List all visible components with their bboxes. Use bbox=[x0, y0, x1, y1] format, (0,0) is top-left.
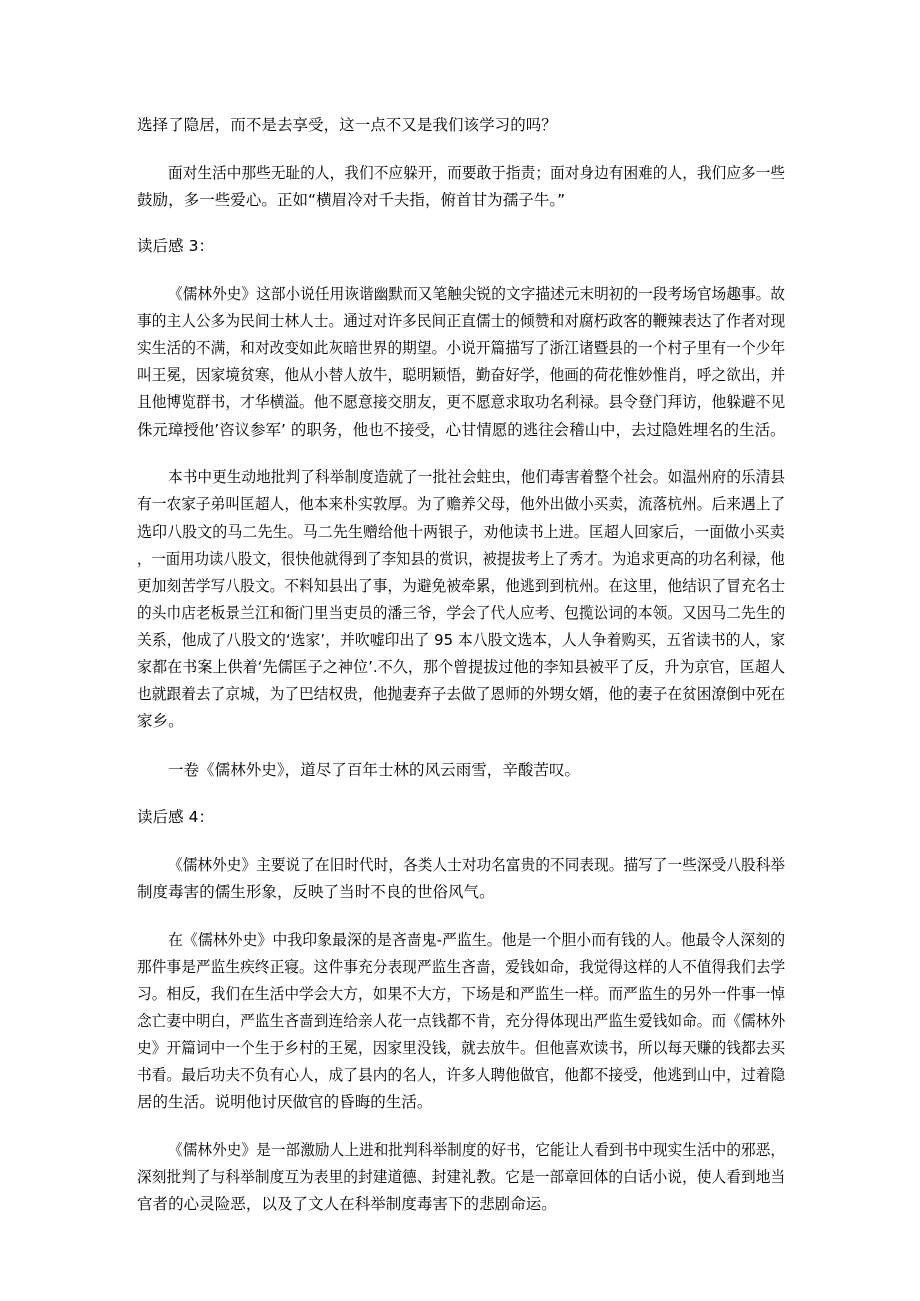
paragraph-line: 鼓励，多一些爱心。正如“横眉冷对千夫指，俯首甘为孺子牛。” bbox=[137, 191, 566, 209]
paragraph-line: 居的生活。说明他讨厌做官的昏晦的生活。 bbox=[137, 1093, 433, 1111]
paragraph-line: 实生活的不满，和对改变如此灰暗世界的期望。小说开篇描写了浙江诸暨县的一个村子里有一个少年 bbox=[137, 339, 786, 357]
paragraph-line: 习。相反，我们在生活中学会大方，如果不大方，下场是和严监生一样。而严监生的另外一件事一悼 bbox=[137, 985, 786, 1003]
paragraph-line: 事的主人公多为民间士林人士。通过对许多民间正直儒士的倾赞和对腐朽政客的鞭辣表达了作者对现 bbox=[137, 312, 786, 330]
paragraph-line: 念亡妻中明白，严监生吝啬到连给亲人花一点钱都不肯，充分得体现出严监生爱钱如命。而《儒林外 bbox=[137, 1012, 786, 1030]
section-heading-3: 读后感 3： bbox=[137, 237, 215, 255]
paragraph-line: 且他博览群书，才华横溢。他不愿意接交朋友，更不愿意求取功名利禄。县令登门拜访，他躲避不见 bbox=[137, 393, 786, 411]
intro-line: 选择了隐居，而不是去享受，这一点不又是我们该学习的吗？ bbox=[137, 116, 557, 134]
paragraph-line: 的头巾店老板景兰江和衙门里当吏员的潘三爷，学会了代人应考、包揽讼词的本领。又因马二先生的 bbox=[137, 604, 786, 622]
paragraph-line: 《儒林外史》主要说了在旧时代时，各类人士对功名富贵的不同表现。描写了一些深受八股科举 bbox=[168, 856, 786, 874]
paragraph-line: 关系，他成了八股文的‘选家’，并吹嘘印出了 95 本八股文选本，人人争着购买，五省读书的人，家 bbox=[137, 631, 786, 649]
paragraph-line: 有一农家子弟叫匡超人，他本来朴实敦厚。为了赡养父母，他外出做小买卖，流落杭州。后来遇上了 bbox=[137, 495, 786, 513]
paragraph-line: 史》开篇词中一个生于乡村的王冕，因家里没钱，就去放牛。但他喜欢读书，所以每天赚的钱都去买 bbox=[137, 1039, 786, 1057]
paragraph-line: 在《儒林外史》中我印象最深的是吝啬鬼-严监生。他是一个胆小而有钱的人。他最令人深刻的 bbox=[168, 931, 786, 949]
section-heading-4: 读后感 4： bbox=[137, 808, 215, 826]
paragraph-line: 制度毒害的儒生形象，反映了当时不良的世俗风气。 bbox=[137, 883, 495, 901]
paragraph-line: 侏元璋授他’咨议参军’ 的职务，他也不接受，心甘情愿的逃往会稽山中，去过隐姓埋名的生活。 bbox=[137, 421, 786, 439]
paragraph-line: 叫王冕，因家境贫寒，他从小替人放牛，聪明颖悟，勤奋好学，他画的荷花惟妙惟肖，呼之欲出，并 bbox=[137, 366, 786, 384]
paragraph-line: 《儒林外史》是一部激励人上进和批判科举制度的好书，它能让人看到书中现实生活中的邪恶， bbox=[168, 1141, 786, 1159]
paragraph-line: 也就跟着去了京城，为了巴结权贵，他抛妻弃子去做了恩师的外甥女婿，他的妻子在贫困潦倒中死在 bbox=[137, 685, 786, 703]
paragraph-line: 《儒林外史》这部小说任用诙谐幽默而又笔触尖锐的文字描述元末明初的一段考场官场趣事。故 bbox=[168, 285, 786, 303]
paragraph-line: 本书中更生动地批判了科举制度造就了一批社会蛀虫，他们毒害着整个社会。如温州府的乐清县 bbox=[168, 468, 786, 486]
paragraph-line: 书看。最后功夫不负有心人，成了县内的名人，许多人聘他做官，他都不接受，他逃到山中，过着隐 bbox=[137, 1066, 786, 1084]
paragraph-line: 选印八股文的马二先生。马二先生赠给他十两银子，劝他读书上进。匡超人回家后，一面做小买卖 bbox=[137, 523, 785, 541]
paragraph-line: ，一面用功读八股文，很快他就得到了李知县的赏识，被提拔考上了秀才。为追求更高的功名利禄，他 bbox=[137, 550, 785, 568]
paragraph-line: 一卷《儒林外史》，道尽了百年士林的风云雨雪，辛酸苦叹。 bbox=[168, 761, 581, 779]
paragraph-line: 家都在书案上供着‘先儒匡子之神位’.不久，那个曾提拔过他的李知县被平了反，升为京官，匡超人 bbox=[137, 658, 786, 676]
paragraph-line: 家乡。 bbox=[137, 712, 184, 730]
paragraph-line: 那件事是严监生疾终正寝。这件事充分表现严监生吝啬，爱钱如命，我觉得这样的人不值得我们去学 bbox=[137, 958, 786, 976]
paragraph-line: 官者的心灵险恶，以及了文人在科举制度毒害下的悲剧命运。 bbox=[137, 1195, 557, 1213]
paragraph-line: 更加刻苦学写八股文。不料知县出了事，为避免被牵累，他逃到到杭州。在这里，他结识了冒充名士 bbox=[137, 577, 786, 595]
paragraph-line: 面对生活中那些无耻的人，我们不应躲开，而要敢于指责；面对身边有困难的人，我们应多一些 bbox=[168, 164, 786, 182]
paragraph-line: 深刻批判了与科举制度互为表里的封建道德、封建礼教。它是一部章回体的白话小说，使人看到地当 bbox=[137, 1168, 786, 1186]
